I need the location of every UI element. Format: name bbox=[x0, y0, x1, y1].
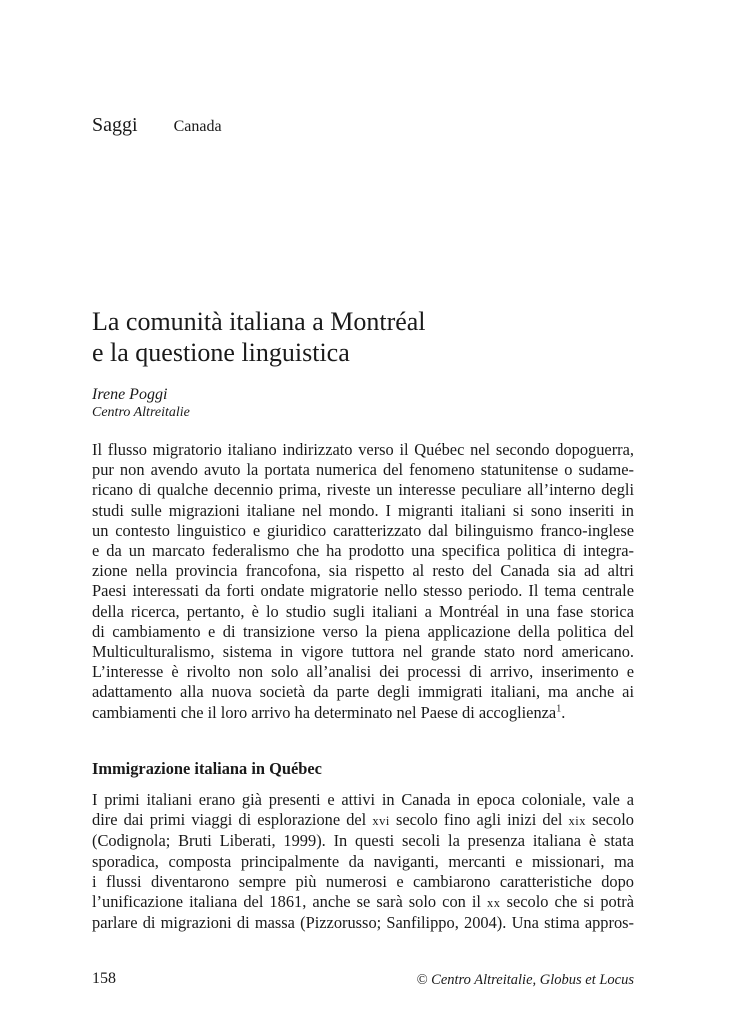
paragraph-line: Il flusso migratorio italiano indirizzato verso il Québec nel secondo dopoguerra, bbox=[92, 440, 634, 459]
copyright-notice: © Centro Altreitalie, Globus et Locus bbox=[416, 972, 634, 988]
paragraph-line: sporadica, composta principalmente da naviganti, mercanti e missionari, ma bbox=[92, 851, 634, 871]
paragraph-line: parlare di migrazioni di massa (Pizzorusso; Sanfilippo, 2004). Una stima appros- bbox=[92, 913, 634, 933]
running-header bbox=[92, 114, 222, 137]
paragraph-line: I primi italiani erano già presenti e attivi in Canada in epoca coloniale, vale a bbox=[92, 790, 634, 809]
paragraph-line bbox=[92, 892, 634, 913]
last-line-text: cambiamenti che il loro arrivo ha determinato nel Paese di accoglienza bbox=[92, 702, 557, 722]
century-numeral: xx bbox=[487, 896, 501, 911]
section-label: Saggi bbox=[92, 114, 138, 136]
paragraph-line: zione nella provincia francofona, sia rispetto al resto del Canada sia ad altri bbox=[92, 561, 634, 581]
paragraph-line: studi sulle migrazioni italiane nel mondo. I migranti italiani si sono inseriti in bbox=[92, 500, 634, 520]
paragraph-line: ricano di qualche decennio prima, riveste un interesse peculiare all’interno degli bbox=[92, 480, 634, 500]
line-segment: dire dai primi viaggi di esplorazione del bbox=[92, 810, 373, 830]
title-line-1: La comunità italiana a Montréal bbox=[92, 307, 426, 336]
article-title bbox=[92, 306, 426, 368]
author-name: Irene Poggi bbox=[92, 386, 168, 403]
line-segment: l’unificazione italiana del 1861, anche se sarà solo con il bbox=[92, 892, 488, 912]
body-paragraph bbox=[92, 790, 634, 933]
paragraph-line: pur non avendo avuto la portata numerica del fenomeno statunitense o sudame- bbox=[92, 460, 634, 480]
line-segment: secolo che si potrà bbox=[500, 892, 634, 912]
paragraph-line: (Codignola; Bruti Liberati, 1999). In questi secoli la presenza italiana è stata bbox=[92, 831, 634, 851]
author-affiliation: Centro Altreitalie bbox=[92, 405, 190, 420]
paragraph-last-line bbox=[92, 703, 634, 723]
section-sublabel: Canada bbox=[173, 118, 222, 135]
paragraph-line: L’interesse è rivolto non solo all’analisi dei processi di arrivo, inserimento e bbox=[92, 662, 634, 682]
paragraph-line: Multiculturalismo, sistema in vigore tuttora nel grande stato nord americano. bbox=[92, 642, 634, 662]
page-number: 158 bbox=[92, 970, 116, 987]
paragraph-line: un contesto linguistico e giuridico caratterizzato dal bilinguismo franco-inglese bbox=[92, 520, 634, 540]
line-segment: secolo fino agli inizi del bbox=[389, 810, 569, 830]
intro-paragraph bbox=[92, 440, 634, 723]
title-line-2: e la questione linguistica bbox=[92, 338, 350, 367]
paragraph-line bbox=[92, 810, 634, 831]
paragraph-line: adattamento alla nuova società da parte degli immigrati italiani, ma anche ai bbox=[92, 682, 634, 702]
paragraph-line: della ricerca, pertanto, è lo studio sugli italiani a Montréal in una fase storica bbox=[92, 601, 634, 621]
line-segment: secolo bbox=[586, 810, 634, 830]
paragraph-line: di cambiamento e di transizione verso la piena applicazione della politica del bbox=[92, 621, 634, 641]
paragraph-line: e da un marcato federalismo che ha prodotto una specifica politica di integra- bbox=[92, 541, 634, 561]
section-heading: Immigrazione italiana in Québec bbox=[92, 759, 322, 778]
footnote-reference[interactable]: 1 bbox=[556, 703, 562, 715]
paragraph-line: i flussi diventarono sempre più numerosi e cambiarono caratteristiche dopo bbox=[92, 871, 634, 891]
paragraph-line: Paesi interessati da forti ondate migratorie nello stesso periodo. Il tema centrale bbox=[92, 581, 634, 601]
last-line-end: . bbox=[561, 702, 566, 722]
century-numeral: xvi bbox=[372, 814, 390, 829]
century-numeral: xix bbox=[568, 814, 586, 829]
